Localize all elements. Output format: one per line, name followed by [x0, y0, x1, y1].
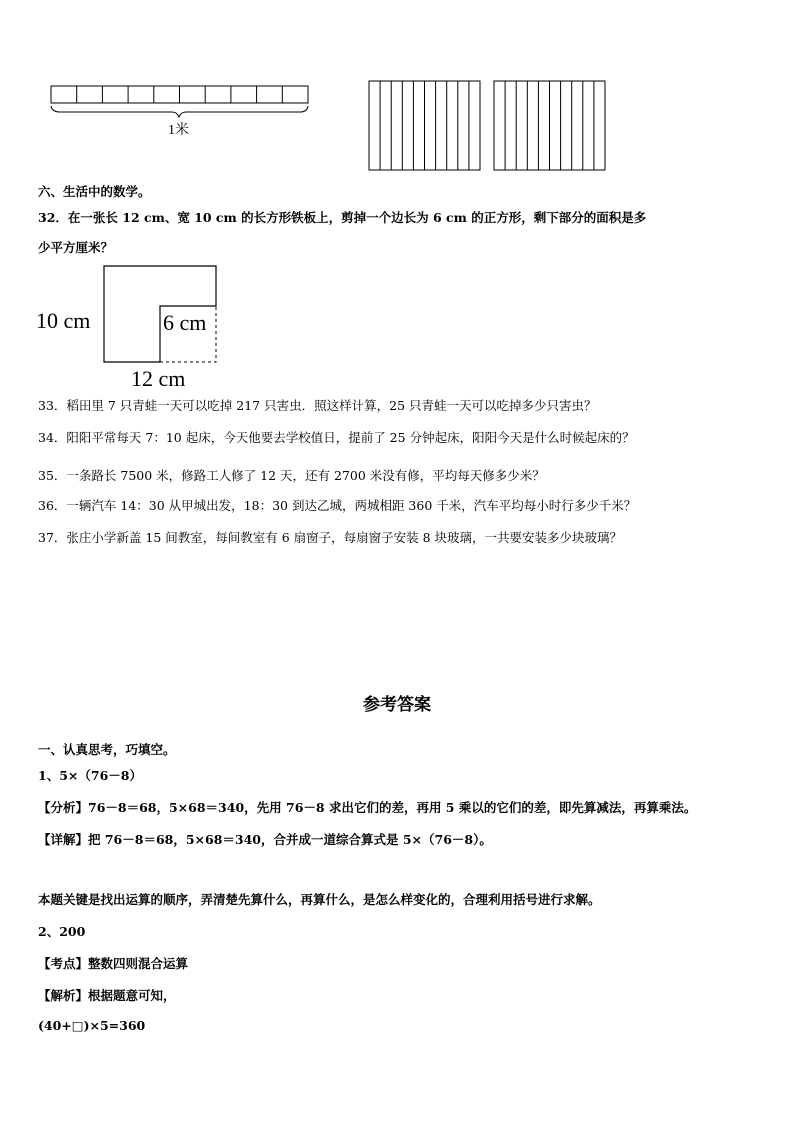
question-34: 34．阳阳平常每天 7：10 起床，今天他要去学校值日，提前了 25 分钟起床，阳阳今天是什么时候起床的？: [38, 430, 635, 445]
label-6cm: 6 cm: [163, 310, 207, 335]
answer-2-equation: (40+□)×5=360: [38, 1018, 146, 1033]
answer-1-analysis: 【分析】76－8＝68，5×68＝340，先用 76－8 求出它们的差，再用 5 乘以的它们的差，即先算减法，再算乘法。: [38, 800, 697, 815]
cut-square-figure: [32, 260, 232, 390]
ruler-strip-figure: [46, 80, 316, 144]
ruler-brace: [51, 106, 308, 117]
answer-2-point: 【考点】整数四则混合运算: [38, 956, 189, 971]
answers-heading: 参考答案: [363, 695, 431, 715]
ruler-label: 1米: [168, 123, 189, 138]
answers-part1-title: 一、认真思考，巧填空。: [38, 742, 176, 757]
answer-2: 2、200: [38, 924, 86, 939]
question-32-line2: 少平方厘米？: [38, 240, 114, 255]
striped-squares-figure: [364, 78, 612, 174]
section6-title: 六、生活中的数学。: [38, 184, 151, 199]
question-37: 37．张庄小学新盖 15 间教室，每间教室有 6 扇窗子，每扇窗子安装 8 块玻璃，一共要安装多少块玻璃？: [38, 530, 623, 545]
question-36: 36．一辆汽车 14：30 从甲城出发，18：30 到达乙城，两城相距 360 千米，汽车平均每小时行多少千米？: [38, 498, 637, 513]
answer-1: 1、5×（76－8）: [38, 768, 142, 783]
question-33: 33．稻田里 7 只青蛙一天可以吃掉 217 只害虫．照这样计算，25 只青蛙一天可以吃掉多少只害虫？: [38, 398, 597, 413]
label-10cm: 10 cm: [36, 308, 91, 333]
label-12cm: 12 cm: [131, 366, 186, 390]
answer-1-detail: 【详解】把 76－8＝68，5×68＝340，合并成一道综合算式是 5×（76－8）。: [38, 832, 492, 847]
question-32-line1: 32．在一张长 12 cm、宽 10 cm 的长方形铁板上，剪掉一个边长为 6 cm 的正方形，剩下部分的面积是多: [38, 210, 647, 225]
striped-square-left: [369, 81, 480, 170]
striped-square-right: [494, 81, 605, 170]
question-35: 35．一条路长 7500 米，修路工人修了 12 天，还有 2700 米没有修，平均每天修多少米？: [38, 468, 545, 483]
answer-2-parse: 【解析】根据题意可知，: [38, 988, 176, 1003]
answer-1-note: 本题关键是找出运算的顺序，弄清楚先算什么，再算什么，是怎么样变化的，合理利用括号进行求解。: [38, 892, 601, 907]
ruler-dividers: [77, 86, 283, 103]
